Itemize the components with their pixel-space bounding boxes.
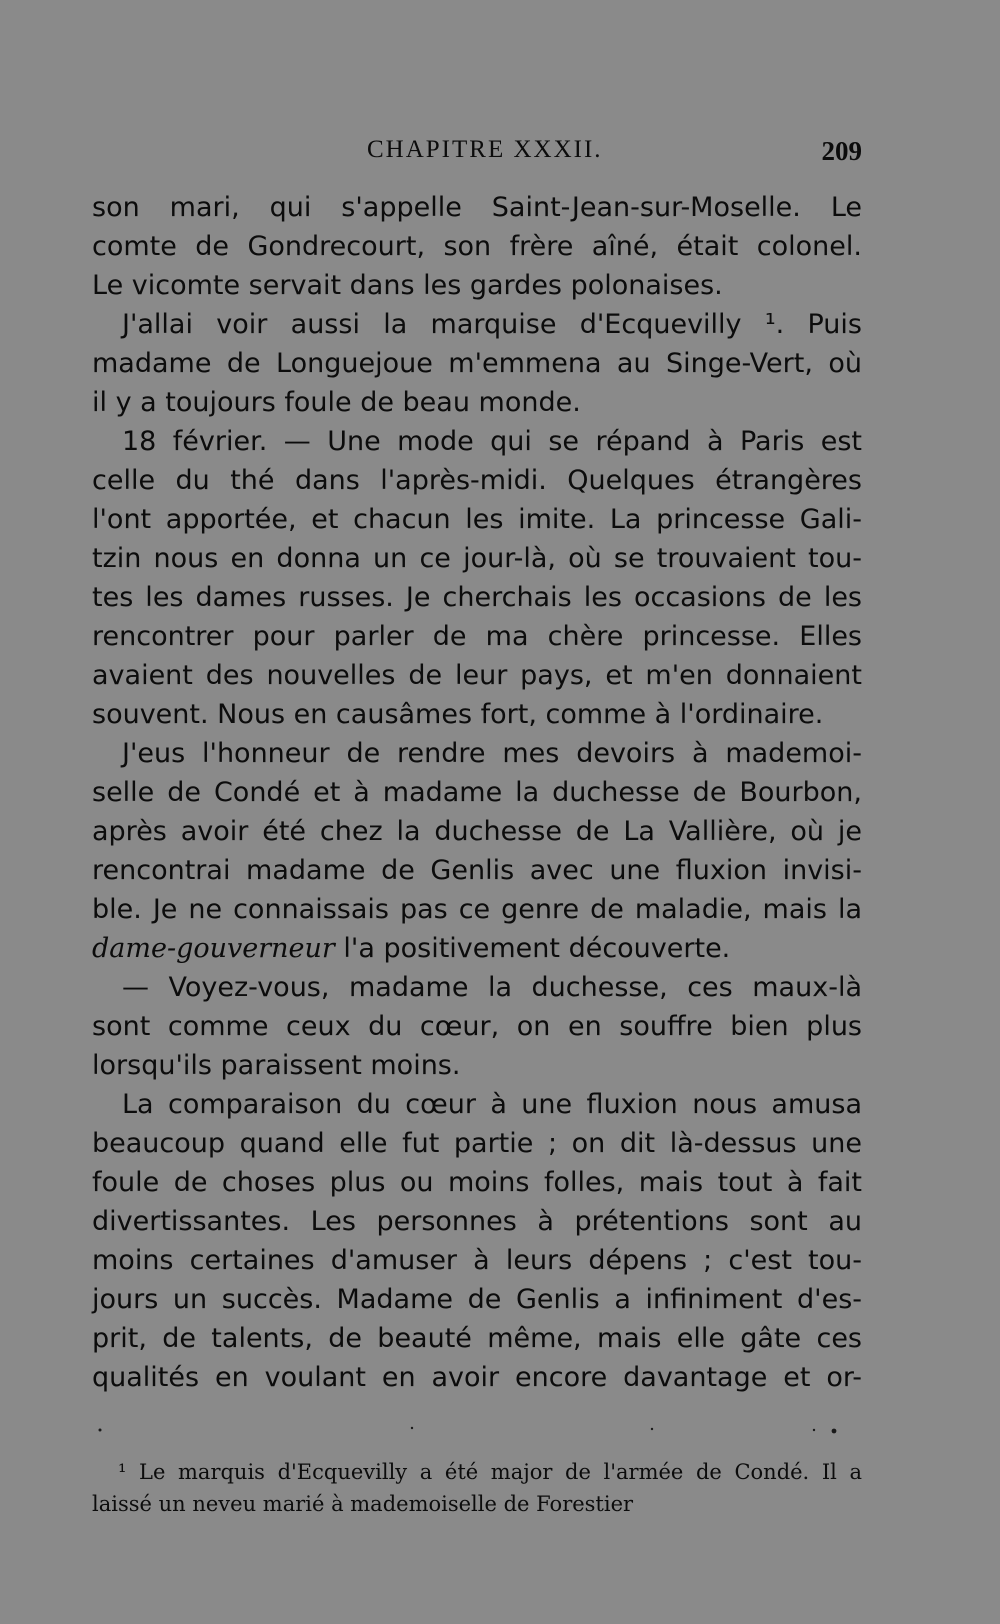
text-line: rencontrai madame de Genlis avec une fluxion invisi- xyxy=(92,855,862,886)
text-line: selle de Condé et à madame la duchesse de Bourbon, xyxy=(92,777,862,808)
text-line: jours un succès. Madame de Genlis a infiniment d'es- xyxy=(92,1284,862,1315)
italic-phrase: dame-gouverneur xyxy=(92,933,335,964)
text-line: 18 février. — Une mode qui se répand à Paris est xyxy=(122,426,862,457)
text-line: rencontrer pour parler de ma chère princesse. Elles xyxy=(92,621,862,652)
text-line: J'eus l'honneur de rendre mes devoirs à mademoi- xyxy=(122,738,862,769)
text-line: foule de choses plus ou moins folles, mais tout à fait xyxy=(92,1167,862,1198)
text-line: après avoir été chez la duchesse de La Vallière, où je xyxy=(92,816,862,847)
text-line: tzin nous en donna un ce jour-là, où se trouvaient tou- xyxy=(92,543,862,574)
text-line: sont comme ceux du cœur, on en souffre bien plus xyxy=(92,1011,862,1042)
text-line: celle du thé dans l'après-midi. Quelques étrangères xyxy=(92,465,862,496)
page-number: 209 xyxy=(821,136,862,166)
text-line: lorsqu'ils paraissent moins. xyxy=(92,1050,461,1081)
text-line: ble. Je ne connaissais pas ce genre de maladie, mais la xyxy=(92,894,862,925)
text-line: il y a toujours foule de beau monde. xyxy=(92,387,581,418)
footnote-line: laissé un neveu marié à mademoiselle de Forestier xyxy=(92,1492,634,1516)
running-title: CHAPITRE XXXII. xyxy=(367,136,603,163)
text-line: J'allai voir aussi la marquise d'Ecquevilly ¹. Puis xyxy=(122,309,862,340)
text-line: Le vicomte servait dans les gardes polonaises. xyxy=(92,270,723,301)
footnote-line: ¹ Le marquis d'Ecquevilly a été major de l'armée de Condé. Il a xyxy=(118,1460,862,1484)
text-line: comte de Gondrecourt, son frère aîné, était colonel. xyxy=(92,231,862,262)
text-line: tes les dames russes. Je cherchais les occasions de les xyxy=(92,582,862,613)
text-line: son mari, qui s'appelle Saint-Jean-sur-Moselle. Le xyxy=(92,192,862,223)
text-line: moins certaines d'amuser à leurs dépens ; c'est tou- xyxy=(92,1245,862,1276)
text-line: prit, de talents, de beauté même, mais elle gâte ces xyxy=(92,1323,862,1354)
text-line: souvent. Nous en causâmes fort, comme à l'ordinaire. xyxy=(92,699,824,730)
text-line: — Voyez-vous, madame la duchesse, ces maux-là xyxy=(122,972,862,1003)
text-line: divertissantes. Les personnes à prétentions sont au xyxy=(92,1206,862,1237)
text-line-with-italic xyxy=(92,929,862,968)
text-line-tail: l'a positivement découverte. xyxy=(343,933,731,964)
text-line: beaucoup quand elle fut partie ; on dit là-dessus une xyxy=(92,1128,862,1159)
text-line: avaient des nouvelles de leur pays, et m'en donnaient xyxy=(92,660,862,691)
body-text xyxy=(92,188,862,1397)
text-line: qualités en voulant en avoir encore davantage et or- xyxy=(92,1362,862,1393)
running-head xyxy=(92,136,862,172)
text-line: l'ont apportée, et chacun les imite. La princesse Gali- xyxy=(92,504,862,535)
text-line: madame de Longuejoue m'emmena au Singe-Vert, où xyxy=(92,348,862,379)
footnotes xyxy=(92,1456,862,1520)
footnote-separator xyxy=(92,1420,862,1436)
text-line: La comparaison du cœur à une fluxion nous amusa xyxy=(122,1089,862,1120)
